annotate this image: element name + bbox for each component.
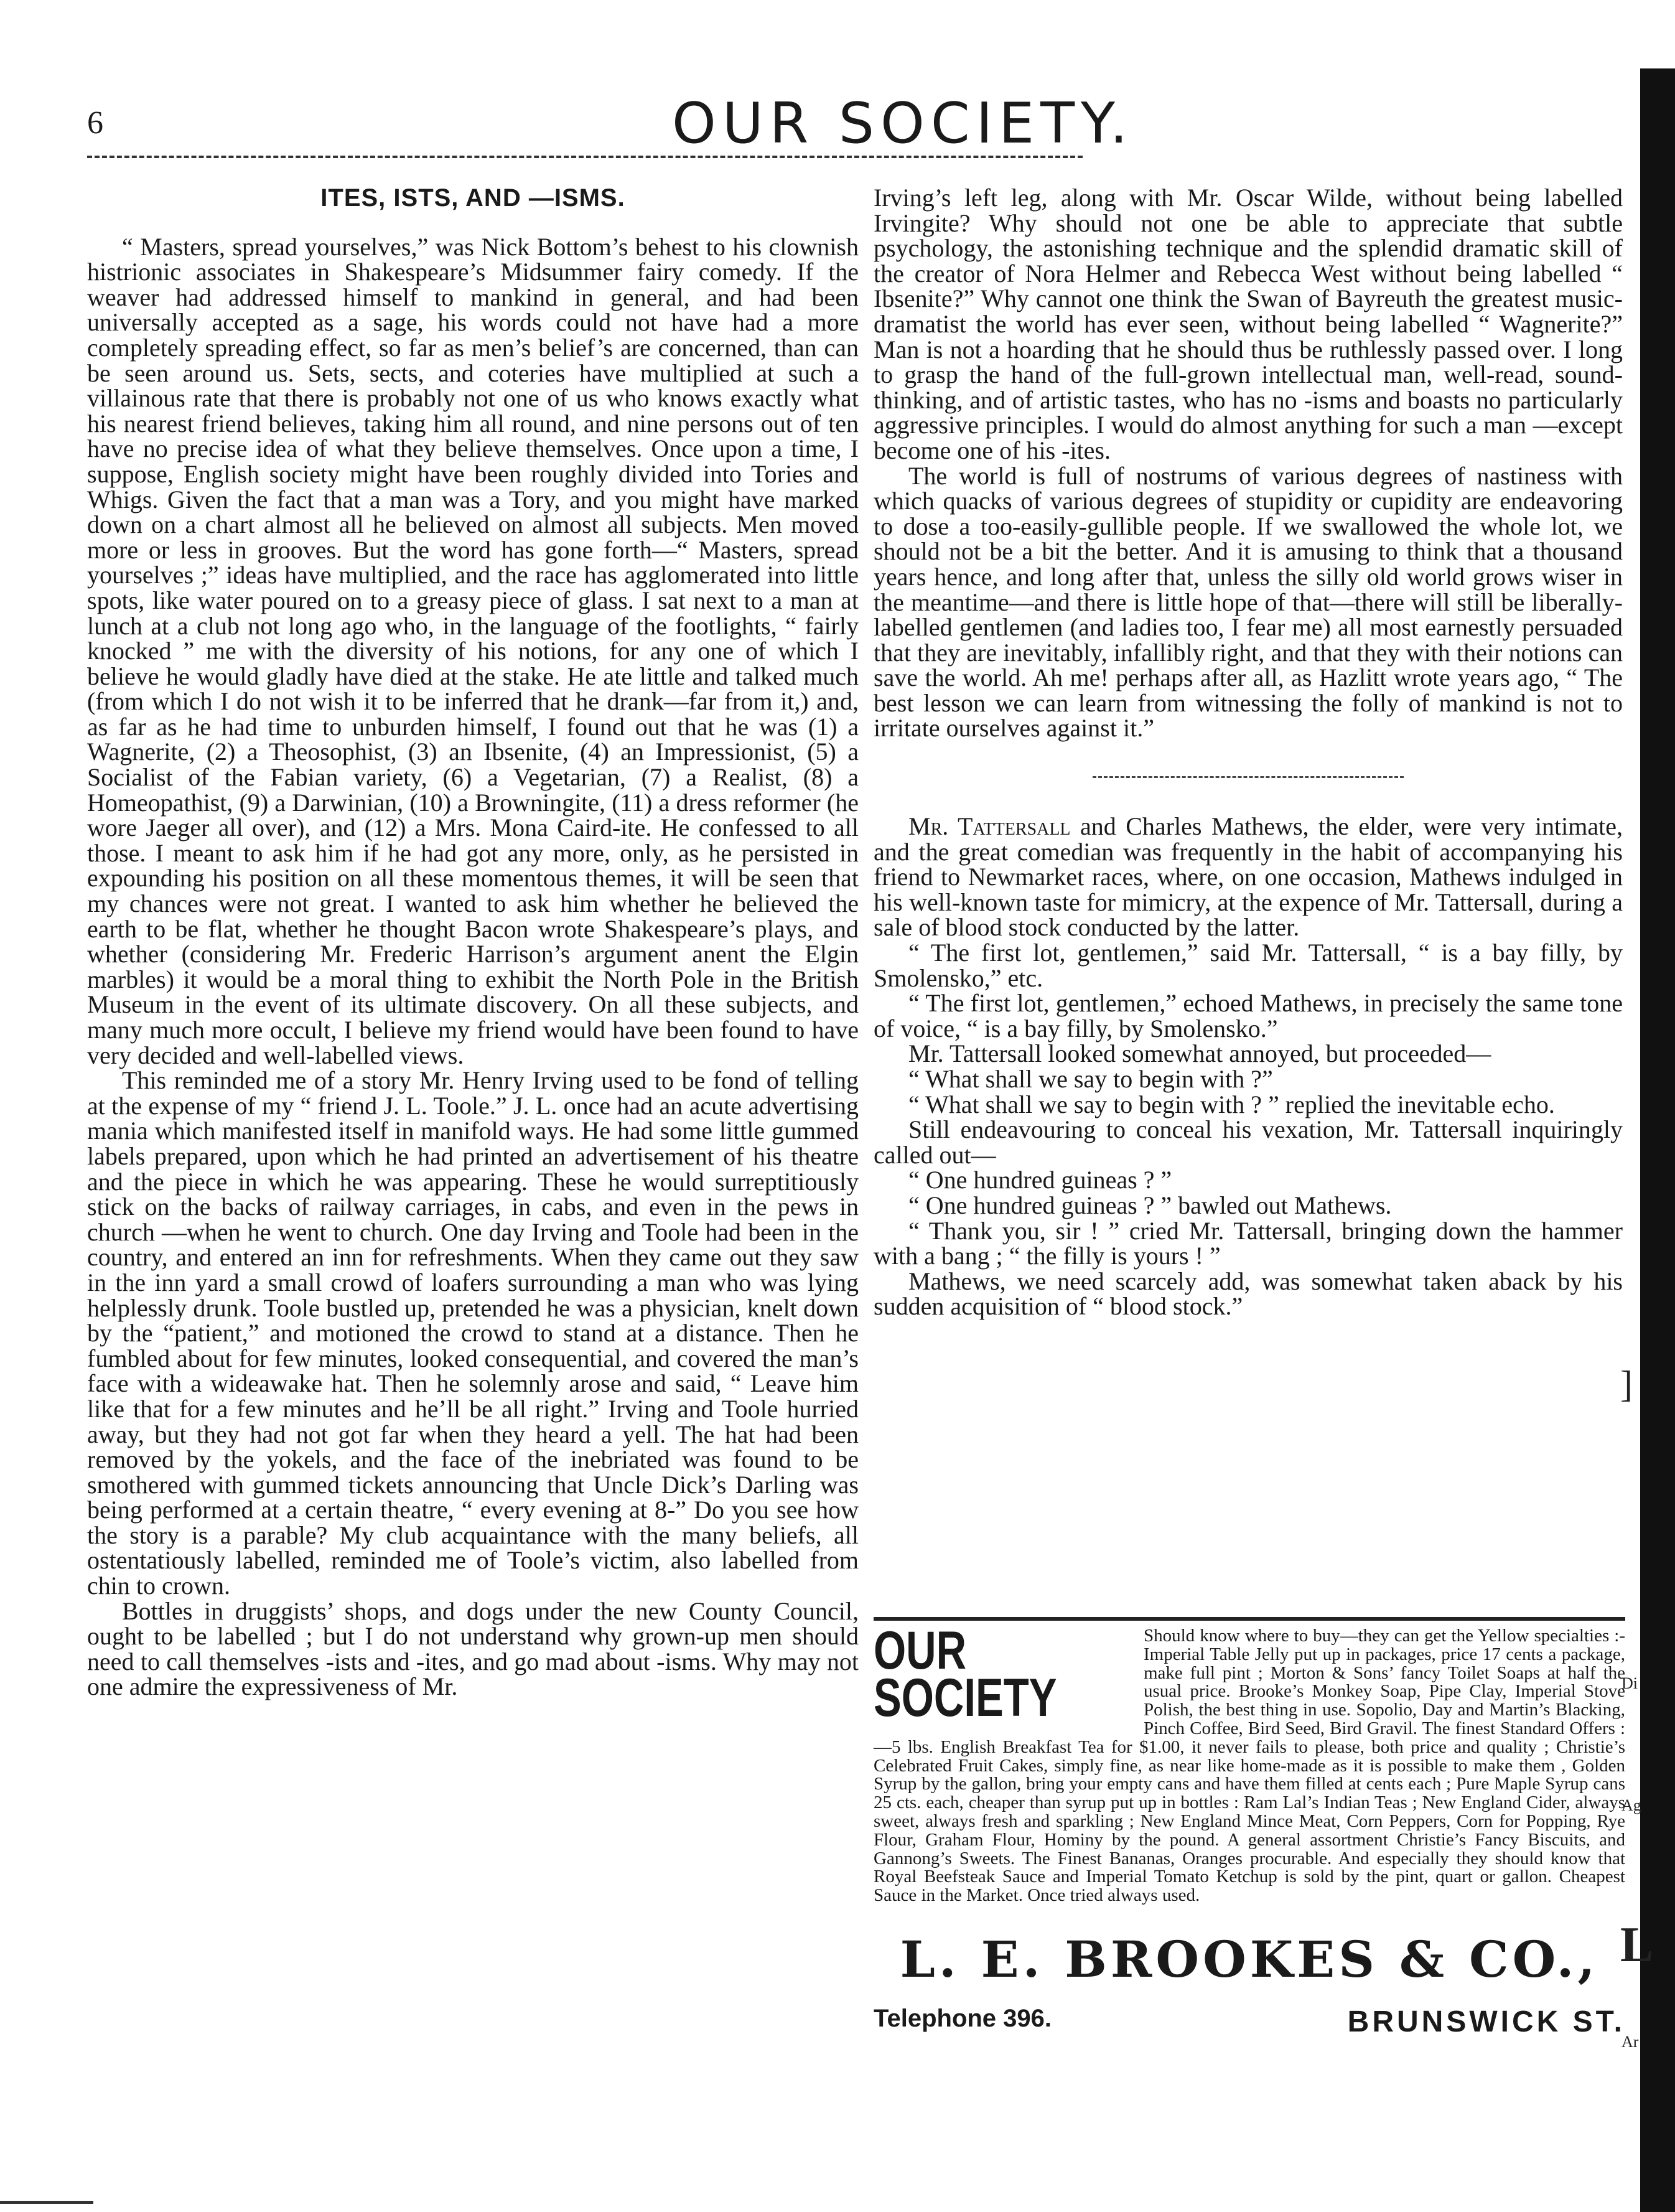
article-paragraph: “ Masters, spread yourselves,” was Nick Bottom’s behest to his clownish histrionic associates in Shakespeare’s Midsummer fairy comedy. If the weaver had addressed himself to mankind in general, and had been universally accepted as a sage, his words could not have had a more completely spreading effect, so far as men’s belief’s are concerned, than can be seen around us. Sets, sects, and coteries have multiplied at such a villainous rate that there is probably not one of us who knows exactly what his nearest friend believes, taking him all round, and nine persons out of ten have no precise idea of what they believe themselves. Once upon a time, I suppose, English society might have been roughly divided into Tories and Whigs. Given the fact that a man was a Tory, and you might have marked down on a chart almost all he believed on almost all subjects. Men moved more or less in grooves. But the word has gone forth—“ Masters, spread yourselves ;” ideas have multiplied, and the race has agglomerated into little spots, like water poured on to a greasy piece of glass. I sat next to a man at lunch at a club not long ago who, in the language of the footlights, “ fairly knocked ” me with the diversity of his notions, for any one of which I believe he would gladly have died at the stake. He ate little and talked much (from which I do not wish it to be inferred that he drank—far from it,) and, as far as he had time to unburden himself, I found out that he was (1) a Wagnerite, (2) a Theosophist, (3) an Ibsenite, (4) an Impressionist, (5) a Socialist of the Fabian variety, (6) a Vegetarian, (7) a Realist, (8) a Homeopathist, (9) a Darwinian, (10) a Browningite, (11) a dress reformer (he wore Jaeger all over), and (12) a Mrs. Mona Caird-ite. He confessed to all those. I meant to ask him if he had got any more, only, as he persisted in expounding his position on all these momentous themes, it will be seen that my chances were not great. I wanted to ask him whether he believed the earth to be flat, whether he thought Bacon wrote Shakespeare’s plays, and whether (considering Mr. Frederic Harrison’s argument anent the Elgin marbles) it would be a moral thing to exhibit the North Pole in the British Museum in the event of its ultimate discovery. On all these subjects, and many much more occult, I believe my friend would have been found to have very decided and well-labelled views. (87, 232, 859, 1069)
anecdote-paragraph: “ What shall we say to begin with ? ” replied the inevitable echo. (908, 1090, 1555, 1118)
margin-fragment: Di (1621, 1674, 1638, 1692)
article-title: ITES, ISTS, AND —ISMS. (320, 184, 625, 212)
anecdote-paragraph: Mr. Tattersall looked somewhat annoyed, but proceeded— (908, 1039, 1491, 1068)
advert-street: BRUNSWICK ST. (1347, 2005, 1625, 2038)
article-paragraph: The world is full of nostrums of various degrees of nastiness with which quacks of various degrees of stupidity or cupidity are endeavoring to dose a too-easily-gullible people. If we swallowed the whole lot, we should not be a bit the better. And it is amusing to think that a thousand years hence, and long after that, unless the silly old world grows wiser in the meantime—and there is little hope of that—there will still be liberally-labelled gentlemen (and ladies too, I fear me) all most earnestly persuaded that they are inevitably, infallibly right, and that they with their notions can save the world. Ah me! perhaps after all, as Hazlitt wrote years ago, “ The best lesson we can learn from witnessing the folly of mankind is not to irritate ourselves against it.” (874, 461, 1623, 743)
anecdote-paragraph: “ One hundred guineas ? ” (908, 1166, 1172, 1194)
advert-rule (874, 1617, 1625, 1621)
margin-bracket: ] (1620, 1364, 1633, 1405)
advert-footer (874, 2005, 1625, 2039)
anecdote-paragraph: Still endeavouring to conceal his vexation, Mr. Tattersall inquiringly called out— (874, 1115, 1623, 1169)
advertisement (874, 1617, 1625, 2039)
advert-brand: OUR SOCIETY (874, 1621, 1057, 1728)
anecdote-paragraph: “ What shall we say to begin with ?” (908, 1065, 1273, 1093)
margin-fragment: Ag (1621, 1796, 1641, 1814)
section-separator (1093, 776, 1404, 779)
anecdote-lead-text: and Charles Mathews, the elder, were very intimate, and the great comedian was frequently in the habit of accompanying his friend to Newmarket races, where, on one occasion, Mathews indulged in his well-known taste for mimicry, at the expence of Mr. Tattersall, during a sale of blood stock conducted by the latter. (874, 812, 1623, 942)
footer-rule (0, 2201, 93, 2204)
left-column (87, 174, 859, 1700)
right-column (874, 185, 1623, 1319)
advert-firm-name: L. E. BROOKES & CO., (900, 1929, 1599, 1989)
header-rule (87, 156, 1083, 158)
page-number: 6 (87, 105, 103, 141)
anecdote-paragraph (874, 814, 1623, 940)
anecdote-paragraph: “ The first lot, gentlemen,” said Mr. Tattersall, “ is a bay filly, by Smolensko,” etc. (874, 939, 1623, 992)
margin-fragment: L (1620, 1918, 1654, 1972)
advert-body (874, 1621, 1625, 1906)
anecdote-paragraph: Mathews, we need scarcely add, was somewhat taken aback by his sudden acquisition of “ blood stock.” (874, 1267, 1623, 1321)
article-paragraph: This reminded me of a story Mr. Henry Irving used to be fond of telling at the expense of my “ friend J. L. Toole.” J. L. once had an acute advertising mania which manifested itself in manifold ways. He had some little gummed labels prepared, upon which he had printed an advertisement of his theatre and the piece in which he was appearing. These he would surreptitiously stick on the backs of railway carriages, in cabs, and even in the pews in church —when he went to church. One day Irving and Toole had been in the country, and entered an inn for refreshments. When they came out they saw in the inn yard a small crowd of loafers surrounding a man who was lying helplessly drunk. Toole bustled up, pretended he was a physician, knelt down by the “patient,” and motioned the crowd to stand at a distance. Then he fumbled about for few minutes, looked consequential, and covered the man’s face with a wideawake hat. Then he solemnly arose and said, “ Leave him like that for a few minutes and he’ll be all right.” Irving and Toole hurried away, but they had not got far when they heard a yell. The hat had been removed by the yokels, and the face of the inebriated was found to be smothered with gummed tickets announcing that Uncle Dick’s Darling was being performed at a certain theatre, “ every evening at 8-” Do you see how the story is a parable? My club acquaintance with the many beliefs, all ostentatiously labelled, reminded me of Toole’s victim, also labelled from chin to crown. (87, 1066, 859, 1600)
page-edge-binding (1640, 68, 1675, 2212)
anecdote-paragraph: “ One hundred guineas ? ” bawled out Mathews. (908, 1191, 1392, 1219)
article-paragraph: Bottles in druggists’ shops, and dogs under the new County Council, ought to be labelled ; but I do not understand why grown-up men should need to call themselves -ists and -ites, and go mad about -isms. Why may not one admire the expressiveness of Mr. (87, 1596, 859, 1701)
anecdote-paragraph: “ The first lot, gentlemen,” echoed Mathews, in precisely the same tone of voice, “ is a bay filly, by Smolensko.” (874, 989, 1623, 1043)
advert-copy: Should know where to buy—they can get the Yellow specialties :- Imperial Table Jelly put up in packages, price 17 cents a package, make full pint ; Morton & Sons’ fancy Toilet Soaps at half the usual price. Brooke’s Monkey Soap, Pipe Clay, Imperial Stove Polish, the best thing in use. Sopolio, Day and Martin’s Blacking, Pinch Coffee, Bird Seed, Bird Gravil. The finest Standard Offers :—5 lbs. English Breakfast Tea for $1.00, it never fails to please, both price and quality ; Christie’s Celebrated Fruit Cakes, simply fine, as near like home-made as it is possible to make them , Golden Syrup by the gallon, bring your empty cans and have them filled at cents each ; Pure Maple Syrup cans 25 cts. each, cheaper than syrup put up in bottles : Ram Lal’s Indian Teas ; New England Cider, always sweet, always fresh and sparkling ; New England Mince Meat, Corn Peppers, Corn for Popping, Rye Flour, Graham Flour, Hominy by the pound. A general assortment Christie’s Fancy Biscuits, and Gannong’s Sweets. The Finest Bananas, Oranges procurable. And especially they should know that Royal Beefsteak Sauce and Imperial Tomato Ketchup is sold by the pint, quart or gallon. Cheapest Sauce in the Market. Once tried always used. (874, 1626, 1625, 1906)
anecdote-lead: Mr. Tattersall (908, 812, 1071, 841)
page-edge-corner (1625, 0, 1675, 68)
article-paragraph: Irving’s left leg, along with Mr. Oscar Wilde, without being labelled Irvingite? Why should not one be able to appreciate that subtle psychology, the astonishing technique and the splendid dramatic skill of the creator of Nora Helmer and Rebecca West without being labelled “ Ibsenite?” Why cannot one think the Swan of Bayreuth the greatest music-dramatist the world has ever seen, without being labelled “ Wagnerite?” Man is not a hoarding that he should thus be ruthlessly passed over. I long to grasp the hand of the full-grown intellectual man, well-read, sound-thinking, and of artistic tastes, who has no -isms and boasts no particularly aggressive principles. I would do almost anything for such a man —except become one of his -ites. (874, 184, 1623, 464)
advert-telephone: Telephone 396. (874, 2004, 1052, 2032)
masthead-title: OUR SOCIETY. (672, 91, 1134, 156)
margin-fragment: Ar (1621, 2033, 1639, 2051)
anecdote-paragraph: “ Thank you, sir ! ” cried Mr. Tattersall, bringing down the hammer with a bang ; “ the filly is yours ! ” (874, 1216, 1623, 1270)
